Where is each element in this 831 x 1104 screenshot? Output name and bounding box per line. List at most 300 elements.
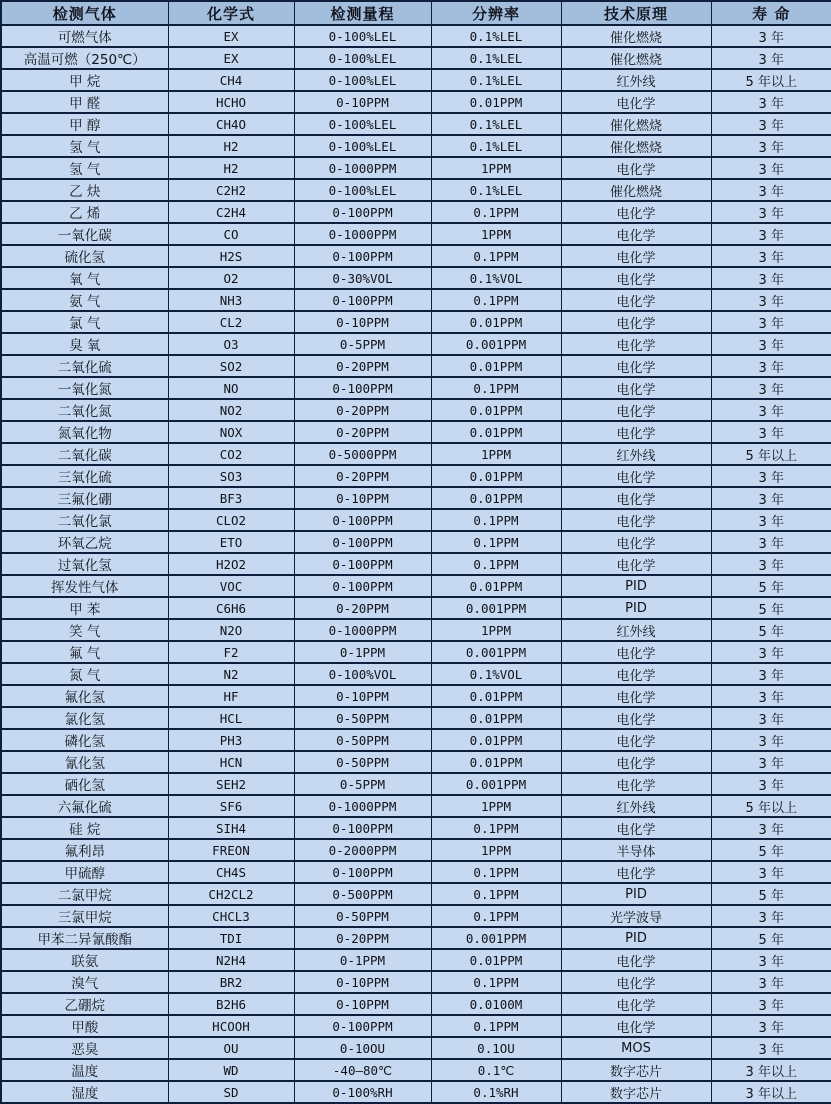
range-cell: 0-5PPM xyxy=(294,333,431,355)
range-cell: 0-20PPM xyxy=(294,421,431,443)
principle-cell: 电化学 xyxy=(561,355,711,377)
gas-cell: 甲酸 xyxy=(1,1015,168,1037)
table-row xyxy=(1,179,831,201)
principle-cell: 电化学 xyxy=(561,531,711,553)
range-cell: 0-20PPM xyxy=(294,465,431,487)
table-row xyxy=(1,25,831,47)
principle-cell: 光学波导 xyxy=(561,905,711,927)
principle-cell: PID xyxy=(561,927,711,949)
column-header-formula: 化学式 xyxy=(168,1,294,25)
formula-cell: WD xyxy=(168,1059,294,1081)
lifespan-cell: 5 年 xyxy=(711,575,831,597)
header-row xyxy=(1,1,831,25)
table-row xyxy=(1,135,831,157)
range-cell: 0-100PPM xyxy=(294,201,431,223)
table-row xyxy=(1,487,831,509)
table-row xyxy=(1,839,831,861)
table-row xyxy=(1,421,831,443)
principle-cell: 电化学 xyxy=(561,91,711,113)
lifespan-cell: 3 年 xyxy=(711,817,831,839)
principle-cell: 电化学 xyxy=(561,729,711,751)
table-row xyxy=(1,971,831,993)
range-cell: 0-1000PPM xyxy=(294,157,431,179)
principle-cell: 电化学 xyxy=(561,663,711,685)
resolution-cell: 1PPM xyxy=(431,619,561,641)
range-cell: 0-100PPM xyxy=(294,817,431,839)
table-header xyxy=(1,1,831,25)
resolution-cell: 0.1℃ xyxy=(431,1059,561,1081)
range-cell: 0-100PPM xyxy=(294,553,431,575)
gas-cell: 六氟化硫 xyxy=(1,795,168,817)
formula-cell: CO xyxy=(168,223,294,245)
formula-cell: CHCL3 xyxy=(168,905,294,927)
formula-cell: CH4 xyxy=(168,69,294,91)
formula-cell: ETO xyxy=(168,531,294,553)
range-cell: 0-100%VOL xyxy=(294,663,431,685)
table-row xyxy=(1,773,831,795)
table-row xyxy=(1,113,831,135)
column-header-range: 检测量程 xyxy=(294,1,431,25)
range-cell: 0-10OU xyxy=(294,1037,431,1059)
range-cell: 0-10PPM xyxy=(294,311,431,333)
range-cell: 0-100PPM xyxy=(294,1015,431,1037)
principle-cell: 电化学 xyxy=(561,817,711,839)
principle-cell: 电化学 xyxy=(561,773,711,795)
lifespan-cell: 3 年 xyxy=(711,707,831,729)
lifespan-cell: 3 年 xyxy=(711,1015,831,1037)
principle-cell: 电化学 xyxy=(561,487,711,509)
lifespan-cell: 3 年 xyxy=(711,355,831,377)
lifespan-cell: 3 年 xyxy=(711,157,831,179)
table-row xyxy=(1,289,831,311)
principle-cell: PID xyxy=(561,883,711,905)
lifespan-cell: 5 年 xyxy=(711,927,831,949)
resolution-cell: 0.01PPM xyxy=(431,949,561,971)
resolution-cell: 0.1OU xyxy=(431,1037,561,1059)
resolution-cell: 0.1PPM xyxy=(431,245,561,267)
formula-cell: PH3 xyxy=(168,729,294,751)
column-header-lifespan: 寿 命 xyxy=(711,1,831,25)
formula-cell: SD xyxy=(168,1081,294,1103)
lifespan-cell: 3 年 xyxy=(711,91,831,113)
resolution-cell: 0.01PPM xyxy=(431,487,561,509)
resolution-cell: 0.01PPM xyxy=(431,399,561,421)
formula-cell: BF3 xyxy=(168,487,294,509)
formula-cell: FREON xyxy=(168,839,294,861)
range-cell: 0-1PPM xyxy=(294,641,431,663)
gas-cell: 甲硫醇 xyxy=(1,861,168,883)
range-cell: 0-100PPM xyxy=(294,531,431,553)
formula-cell: SO3 xyxy=(168,465,294,487)
range-cell: -40—80℃ xyxy=(294,1059,431,1081)
lifespan-cell: 5 年 xyxy=(711,619,831,641)
formula-cell: EX xyxy=(168,25,294,47)
resolution-cell: 0.1PPM xyxy=(431,201,561,223)
formula-cell: SO2 xyxy=(168,355,294,377)
principle-cell: 电化学 xyxy=(561,1015,711,1037)
resolution-cell: 1PPM xyxy=(431,795,561,817)
table-row xyxy=(1,1037,831,1059)
principle-cell: 催化燃烧 xyxy=(561,135,711,157)
formula-cell: F2 xyxy=(168,641,294,663)
range-cell: 0-1000PPM xyxy=(294,795,431,817)
range-cell: 0-1PPM xyxy=(294,949,431,971)
formula-cell: CLO2 xyxy=(168,509,294,531)
table-row xyxy=(1,927,831,949)
range-cell: 0-50PPM xyxy=(294,905,431,927)
principle-cell: 电化学 xyxy=(561,949,711,971)
gas-cell: 乙 炔 xyxy=(1,179,168,201)
resolution-cell: 0.1%VOL xyxy=(431,267,561,289)
table-row xyxy=(1,663,831,685)
formula-cell: NOX xyxy=(168,421,294,443)
principle-cell: 电化学 xyxy=(561,993,711,1015)
gas-cell: 甲 烷 xyxy=(1,69,168,91)
table-row xyxy=(1,949,831,971)
principle-cell: 电化学 xyxy=(561,553,711,575)
table-row xyxy=(1,817,831,839)
resolution-cell: 0.1%RH xyxy=(431,1081,561,1103)
gas-cell: 氯化氢 xyxy=(1,707,168,729)
lifespan-cell: 3 年 xyxy=(711,289,831,311)
range-cell: 0-10PPM xyxy=(294,487,431,509)
gas-cell: 恶臭 xyxy=(1,1037,168,1059)
resolution-cell: 0.1%LEL xyxy=(431,25,561,47)
range-cell: 0-100PPM xyxy=(294,575,431,597)
gas-cell: 甲 苯 xyxy=(1,597,168,619)
principle-cell: 电化学 xyxy=(561,267,711,289)
table-row xyxy=(1,905,831,927)
lifespan-cell: 3 年 xyxy=(711,47,831,69)
gas-cell: 三氟化硼 xyxy=(1,487,168,509)
gas-cell: 过氧化氢 xyxy=(1,553,168,575)
resolution-cell: 0.1%LEL xyxy=(431,69,561,91)
lifespan-cell: 3 年 xyxy=(711,993,831,1015)
resolution-cell: 0.1PPM xyxy=(431,817,561,839)
formula-cell: CH4S xyxy=(168,861,294,883)
table-row xyxy=(1,993,831,1015)
principle-cell: 电化学 xyxy=(561,707,711,729)
formula-cell: HCHO xyxy=(168,91,294,113)
range-cell: 0-100%LEL xyxy=(294,135,431,157)
principle-cell: MOS xyxy=(561,1037,711,1059)
table-row xyxy=(1,47,831,69)
gas-cell: 氯 气 xyxy=(1,311,168,333)
resolution-cell: 0.1PPM xyxy=(431,553,561,575)
resolution-cell: 0.1PPM xyxy=(431,1015,561,1037)
table-row xyxy=(1,333,831,355)
table-row xyxy=(1,685,831,707)
lifespan-cell: 3 年以上 xyxy=(711,1059,831,1081)
principle-cell: 催化燃烧 xyxy=(561,113,711,135)
resolution-cell: 0.01PPM xyxy=(431,729,561,751)
formula-cell: EX xyxy=(168,47,294,69)
table-row xyxy=(1,399,831,421)
gas-cell: 硒化氢 xyxy=(1,773,168,795)
table-row xyxy=(1,465,831,487)
formula-cell: SF6 xyxy=(168,795,294,817)
column-header-principle: 技术原理 xyxy=(561,1,711,25)
table-row xyxy=(1,861,831,883)
range-cell: 0-100PPM xyxy=(294,509,431,531)
lifespan-cell: 3 年 xyxy=(711,773,831,795)
lifespan-cell: 3 年 xyxy=(711,861,831,883)
resolution-cell: 0.0100M xyxy=(431,993,561,1015)
gas-cell: 臭 氧 xyxy=(1,333,168,355)
table-row xyxy=(1,641,831,663)
table-row xyxy=(1,443,831,465)
table-row xyxy=(1,1015,831,1037)
resolution-cell: 0.01PPM xyxy=(431,421,561,443)
table-row xyxy=(1,795,831,817)
gas-cell: 温度 xyxy=(1,1059,168,1081)
gas-cell: 二氧化碳 xyxy=(1,443,168,465)
formula-cell: CL2 xyxy=(168,311,294,333)
resolution-cell: 0.1%LEL xyxy=(431,179,561,201)
gas-cell: 乙硼烷 xyxy=(1,993,168,1015)
gas-cell: 二氧化硫 xyxy=(1,355,168,377)
principle-cell: 半导体 xyxy=(561,839,711,861)
lifespan-cell: 3 年 xyxy=(711,531,831,553)
lifespan-cell: 3 年 xyxy=(711,1037,831,1059)
table-row xyxy=(1,509,831,531)
lifespan-cell: 5 年以上 xyxy=(711,443,831,465)
resolution-cell: 0.1PPM xyxy=(431,531,561,553)
principle-cell: 电化学 xyxy=(561,157,711,179)
principle-cell: 电化学 xyxy=(561,641,711,663)
principle-cell: 电化学 xyxy=(561,223,711,245)
lifespan-cell: 3 年 xyxy=(711,311,831,333)
principle-cell: PID xyxy=(561,575,711,597)
principle-cell: 电化学 xyxy=(561,421,711,443)
lifespan-cell: 5 年以上 xyxy=(711,69,831,91)
range-cell: 0-100%RH xyxy=(294,1081,431,1103)
lifespan-cell: 3 年 xyxy=(711,663,831,685)
table-row xyxy=(1,355,831,377)
principle-cell: 电化学 xyxy=(561,377,711,399)
table-row xyxy=(1,69,831,91)
formula-cell: NO2 xyxy=(168,399,294,421)
gas-cell: 甲苯二异氰酸酯 xyxy=(1,927,168,949)
range-cell: 0-100PPM xyxy=(294,245,431,267)
formula-cell: HCN xyxy=(168,751,294,773)
table-row xyxy=(1,751,831,773)
resolution-cell: 1PPM xyxy=(431,223,561,245)
principle-cell: PID xyxy=(561,597,711,619)
table-row xyxy=(1,201,831,223)
resolution-cell: 1PPM xyxy=(431,839,561,861)
table-row xyxy=(1,1081,831,1103)
formula-cell: N2O xyxy=(168,619,294,641)
formula-cell: N2 xyxy=(168,663,294,685)
lifespan-cell: 3 年 xyxy=(711,421,831,443)
resolution-cell: 0.1PPM xyxy=(431,883,561,905)
resolution-cell: 0.01PPM xyxy=(431,311,561,333)
principle-cell: 电化学 xyxy=(561,685,711,707)
formula-cell: O2 xyxy=(168,267,294,289)
table-row xyxy=(1,223,831,245)
resolution-cell: 0.01PPM xyxy=(431,465,561,487)
lifespan-cell: 5 年 xyxy=(711,839,831,861)
gas-cell: 硫化氢 xyxy=(1,245,168,267)
range-cell: 0-100%LEL xyxy=(294,113,431,135)
resolution-cell: 0.01PPM xyxy=(431,355,561,377)
range-cell: 0-1000PPM xyxy=(294,619,431,641)
gas-cell: 湿度 xyxy=(1,1081,168,1103)
lifespan-cell: 3 年 xyxy=(711,553,831,575)
range-cell: 0-5PPM xyxy=(294,773,431,795)
range-cell: 0-5000PPM xyxy=(294,443,431,465)
gas-cell: 环氧乙烷 xyxy=(1,531,168,553)
lifespan-cell: 3 年 xyxy=(711,179,831,201)
formula-cell: CH2CL2 xyxy=(168,883,294,905)
principle-cell: 催化燃烧 xyxy=(561,179,711,201)
formula-cell: CO2 xyxy=(168,443,294,465)
lifespan-cell: 3 年 xyxy=(711,399,831,421)
range-cell: 0-100%LEL xyxy=(294,69,431,91)
range-cell: 0-10PPM xyxy=(294,91,431,113)
principle-cell: 电化学 xyxy=(561,333,711,355)
principle-cell: 电化学 xyxy=(561,971,711,993)
range-cell: 0-20PPM xyxy=(294,399,431,421)
gas-cell: 可燃气体 xyxy=(1,25,168,47)
gas-cell: 溴气 xyxy=(1,971,168,993)
gas-cell: 氰化氢 xyxy=(1,751,168,773)
lifespan-cell: 3 年 xyxy=(711,113,831,135)
resolution-cell: 0.1PPM xyxy=(431,509,561,531)
range-cell: 0-20PPM xyxy=(294,355,431,377)
gas-cell: 氨 气 xyxy=(1,289,168,311)
principle-cell: 红外线 xyxy=(561,619,711,641)
gas-cell: 二氧化氮 xyxy=(1,399,168,421)
range-cell: 0-20PPM xyxy=(294,597,431,619)
lifespan-cell: 3 年 xyxy=(711,509,831,531)
table-body xyxy=(1,25,831,1103)
formula-cell: SIH4 xyxy=(168,817,294,839)
gas-cell: 氟化氢 xyxy=(1,685,168,707)
lifespan-cell: 3 年 xyxy=(711,333,831,355)
formula-cell: C2H4 xyxy=(168,201,294,223)
table-row xyxy=(1,707,831,729)
gas-cell: 氢 气 xyxy=(1,157,168,179)
range-cell: 0-50PPM xyxy=(294,707,431,729)
table-row xyxy=(1,597,831,619)
lifespan-cell: 3 年 xyxy=(711,223,831,245)
lifespan-cell: 3 年 xyxy=(711,201,831,223)
lifespan-cell: 5 年以上 xyxy=(711,795,831,817)
principle-cell: 红外线 xyxy=(561,69,711,91)
column-header-resolution: 分辨率 xyxy=(431,1,561,25)
principle-cell: 电化学 xyxy=(561,201,711,223)
gas-cell: 甲 醇 xyxy=(1,113,168,135)
lifespan-cell: 3 年 xyxy=(711,245,831,267)
gas-cell: 氟 气 xyxy=(1,641,168,663)
range-cell: 0-2000PPM xyxy=(294,839,431,861)
resolution-cell: 1PPM xyxy=(431,157,561,179)
resolution-cell: 0.1PPM xyxy=(431,377,561,399)
table-row xyxy=(1,575,831,597)
formula-cell: NH3 xyxy=(168,289,294,311)
table-row xyxy=(1,377,831,399)
lifespan-cell: 3 年 xyxy=(711,487,831,509)
range-cell: 0-30%VOL xyxy=(294,267,431,289)
principle-cell: 电化学 xyxy=(561,311,711,333)
range-cell: 0-100%LEL xyxy=(294,179,431,201)
principle-cell: 电化学 xyxy=(561,245,711,267)
range-cell: 0-10PPM xyxy=(294,685,431,707)
gas-cell: 二氯甲烷 xyxy=(1,883,168,905)
resolution-cell: 0.1%LEL xyxy=(431,47,561,69)
resolution-cell: 0.01PPM xyxy=(431,575,561,597)
table-row xyxy=(1,245,831,267)
lifespan-cell: 3 年 xyxy=(711,641,831,663)
resolution-cell: 0.001PPM xyxy=(431,597,561,619)
gas-cell: 氮氧化物 xyxy=(1,421,168,443)
range-cell: 0-50PPM xyxy=(294,751,431,773)
formula-cell: HCOOH xyxy=(168,1015,294,1037)
principle-cell: 数字芯片 xyxy=(561,1059,711,1081)
principle-cell: 催化燃烧 xyxy=(561,25,711,47)
lifespan-cell: 3 年 xyxy=(711,905,831,927)
gas-cell: 乙 烯 xyxy=(1,201,168,223)
principle-cell: 电化学 xyxy=(561,399,711,421)
principle-cell: 电化学 xyxy=(561,465,711,487)
range-cell: 0-1000PPM xyxy=(294,223,431,245)
principle-cell: 红外线 xyxy=(561,443,711,465)
lifespan-cell: 5 年 xyxy=(711,883,831,905)
resolution-cell: 0.001PPM xyxy=(431,927,561,949)
principle-cell: 数字芯片 xyxy=(561,1081,711,1103)
lifespan-cell: 3 年 xyxy=(711,971,831,993)
lifespan-cell: 3 年 xyxy=(711,685,831,707)
formula-cell: CH4O xyxy=(168,113,294,135)
gas-cell: 甲 醛 xyxy=(1,91,168,113)
formula-cell: OU xyxy=(168,1037,294,1059)
formula-cell: VOC xyxy=(168,575,294,597)
formula-cell: B2H6 xyxy=(168,993,294,1015)
formula-cell: N2H4 xyxy=(168,949,294,971)
table-row xyxy=(1,1059,831,1081)
formula-cell: BR2 xyxy=(168,971,294,993)
gas-cell: 联氨 xyxy=(1,949,168,971)
gas-cell: 一氧化碳 xyxy=(1,223,168,245)
formula-cell: H2 xyxy=(168,135,294,157)
resolution-cell: 0.1%VOL xyxy=(431,663,561,685)
column-header-gas: 检测气体 xyxy=(1,1,168,25)
gas-cell: 氟利昂 xyxy=(1,839,168,861)
formula-cell: H2 xyxy=(168,157,294,179)
resolution-cell: 0.1%LEL xyxy=(431,135,561,157)
range-cell: 0-100%LEL xyxy=(294,25,431,47)
range-cell: 0-100%LEL xyxy=(294,47,431,69)
gas-cell: 高温可燃（250℃） xyxy=(1,47,168,69)
range-cell: 0-50PPM xyxy=(294,729,431,751)
resolution-cell: 0.01PPM xyxy=(431,685,561,707)
gas-cell: 二氧化氯 xyxy=(1,509,168,531)
range-cell: 0-100PPM xyxy=(294,377,431,399)
table-row xyxy=(1,531,831,553)
gas-cell: 三氧化硫 xyxy=(1,465,168,487)
formula-cell: O3 xyxy=(168,333,294,355)
gas-cell: 一氧化氮 xyxy=(1,377,168,399)
range-cell: 0-10PPM xyxy=(294,993,431,1015)
table-row xyxy=(1,91,831,113)
table-row xyxy=(1,553,831,575)
lifespan-cell: 3 年 xyxy=(711,135,831,157)
resolution-cell: 0.1PPM xyxy=(431,971,561,993)
formula-cell: TDI xyxy=(168,927,294,949)
principle-cell: 电化学 xyxy=(561,509,711,531)
